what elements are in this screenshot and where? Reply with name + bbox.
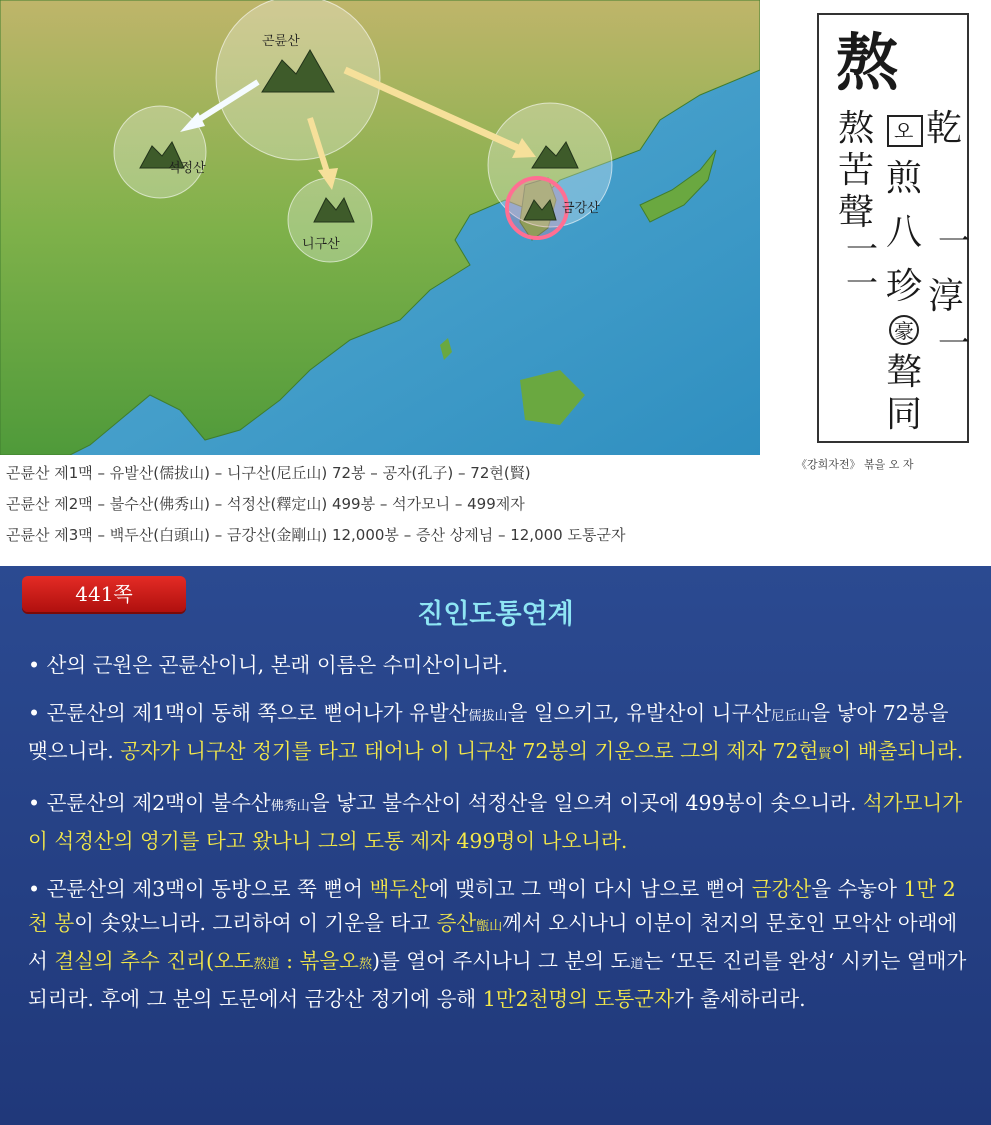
panel-content [28, 648, 972, 1030]
p4-hl6: 1만2천명의 도통군자 [482, 987, 674, 1011]
p2-highlight-end: 이 배출되니라. [831, 739, 964, 763]
p3-a: • 곤륜산의 제2맥이 불수산 [28, 791, 271, 815]
p4-hl5-small: 熬道 [253, 957, 280, 972]
kangxi-dictionary-entry [796, 12, 980, 445]
dict-col2-3: 八 [886, 212, 923, 253]
p2-highlight-small: 賢 [818, 747, 832, 762]
lineage-line-3: 곤륜산 제3맥 – 백두산(白頭山) – 금강산(金剛山) 12,000봉 – 증산 상제님 – 12,000 도통군자 [6, 526, 626, 544]
dict-big-character: 熬 [836, 26, 899, 99]
lineage-line-1: 곤륜산 제1맥 – 유발산(儒拔山) – 니구산(尼丘山) 72봉 – 공자(孔子) – 72현(賢) [6, 464, 531, 482]
p4-hl2: 금강산 [751, 877, 812, 901]
p4-b: 에 맺히고 그 맥이 다시 남으로 뻗어 [428, 877, 752, 901]
dict-col1-4: 一 [846, 230, 879, 268]
top-illustration [0, 0, 991, 560]
p4-c: 을 수놓아 [811, 877, 904, 901]
p3-highlight: 석가모니가 이 석정산의 영기를 타고 왔나니 그의 도통 제자 499명이 나오니라. [28, 791, 962, 853]
dict-col2-5: 一 [938, 222, 971, 260]
label-nigu: 니구산 [302, 237, 340, 252]
paragraph-3 [28, 786, 972, 858]
text-panel [0, 566, 991, 1125]
p4-hl5: 결실의 추수 진리(오도 [54, 949, 254, 973]
dict-col1-1: 熬 [838, 108, 875, 149]
dict-col3-2: 一 [938, 324, 971, 362]
dict-col4-1: 聱 [886, 352, 923, 393]
dict-seal: 豪 [894, 319, 914, 343]
paragraph-4 [28, 872, 972, 1016]
p4-hl5-end: : 볶을 [279, 949, 340, 973]
dict-col2-4: 珍 [886, 266, 923, 307]
section-title: 진인도통연계 [417, 599, 574, 630]
p1-text: • 산의 근원은 곤륜산이니, 본래 이름은 수미산이니라. [28, 653, 509, 677]
paragraph-1 [28, 648, 972, 682]
p2-highlight: 공자가 니구산 정기를 타고 태어나 이 니구산 72봉의 기운으로 그의 제자 72현 [120, 739, 819, 763]
p4-a: • 곤륜산의 제3맥이 동방으로 쭉 뻗어 [28, 877, 370, 901]
p3-b: 佛秀山 [270, 799, 310, 814]
dict-tag-reading: 오 [894, 119, 914, 143]
p2-a: • 곤륜산의 제1맥이 동해 쪽으로 뻗어나가 유발산 [28, 701, 469, 725]
p4-d: 이 솟았느니라. 그리하여 이 기운을 타고 [74, 911, 437, 935]
p4-e: 께서 오시나니 이분이 천지의 문호인 모악산 아래에서 [28, 911, 958, 973]
p4-hl1: 백두산 [369, 877, 429, 901]
lineage-list [6, 458, 791, 551]
p4-hl4-small: 甑山 [476, 919, 503, 934]
dict-col2-1: 乾 [926, 108, 963, 149]
label-kunlun: 곤륜산 [262, 34, 300, 49]
p2-b: 儒拔山 [468, 709, 508, 724]
p2-d: 尼丘山 [771, 709, 811, 724]
page-number-badge: 441쪽 [22, 576, 186, 612]
p4-i: 가 출세하리라. [673, 987, 806, 1011]
asia-mountain-map [0, 0, 760, 455]
p4-hl4: 증산 [436, 911, 477, 935]
label-geumgang: 금강산 [562, 201, 600, 216]
p4-h: 는 ‘모든 진리를 완성‘ 시키는 열매가 되리라. 후에 그 분의 도문에서 금강산 정기에 응해 [28, 949, 967, 1011]
label-seokjeong: 석정산 [168, 161, 206, 176]
p4-g-small: 道 [630, 957, 644, 972]
p4-f: 오 [339, 949, 359, 973]
paragraph-2 [28, 696, 972, 772]
p4-hl3: 1만 2천 봉 [28, 877, 956, 935]
dictionary-caption: 《강희자전》 볶을 오 자 [796, 458, 914, 471]
p4-g: )를 열어 주시나니 그 분의 도 [371, 949, 631, 973]
dict-col2-2: 煎 [886, 158, 923, 199]
p2-c: 을 일으키고, 유발산이 니구산 [507, 701, 772, 725]
dict-col3-1: 淳 [928, 276, 965, 317]
dict-col1-5: 一 [846, 264, 879, 302]
p4-f-small: 熬 [358, 957, 372, 972]
lineage-line-2: 곤륜산 제2맥 – 불수산(佛秀山) – 석정산(釋定山) 499봉 – 석가모니 – 499제자 [6, 495, 525, 513]
p3-c: 을 낳고 불수산이 석정산을 일으켜 이곳에 499봉이 솟으니라. [309, 791, 863, 815]
dict-col1-2: 苦 [838, 150, 875, 191]
dict-col4-2: 同 [886, 394, 923, 435]
dict-col1-3: 聲 [838, 192, 875, 233]
p2-e: 을 낳아 72봉을 맺으니라. [28, 701, 949, 763]
